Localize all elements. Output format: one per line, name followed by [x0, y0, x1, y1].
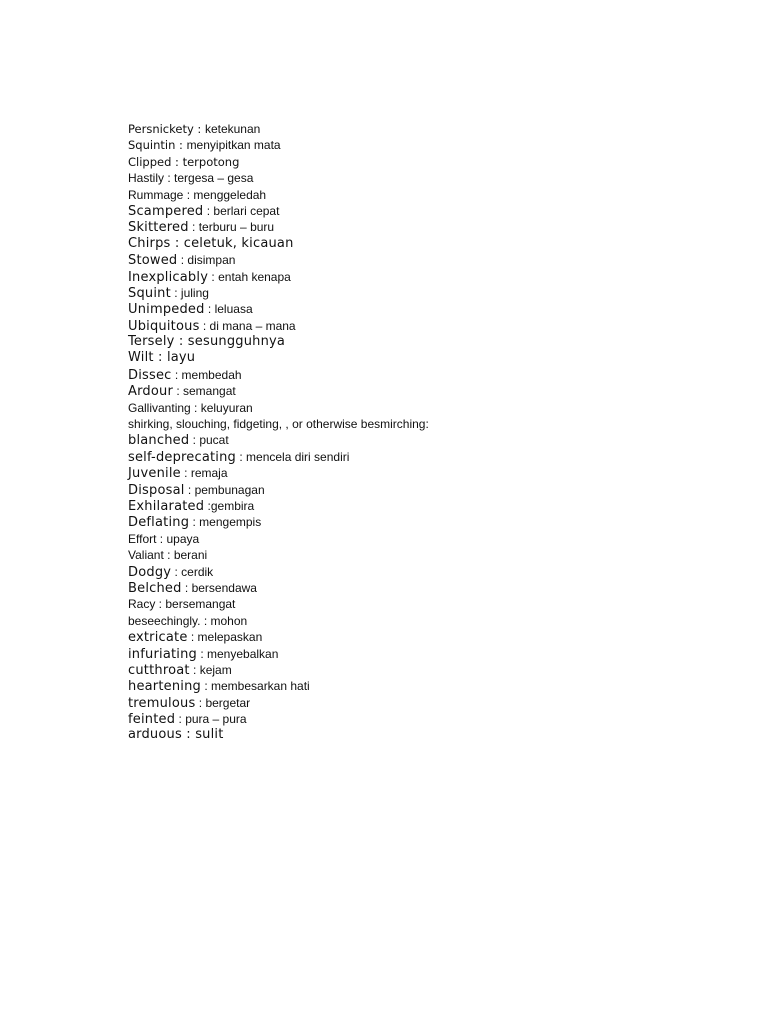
vocab-entry — [128, 711, 429, 727]
vocab-entry — [128, 531, 429, 547]
vocab-term: Hastily : — [128, 171, 175, 186]
vocab-entry — [128, 678, 429, 694]
vocab-entry — [128, 301, 429, 317]
vocab-term: Squintin : — [128, 138, 187, 153]
vocabulary-list — [128, 121, 429, 744]
vocab-meaning: : pura – pura — [175, 712, 247, 727]
vocab-term: Clipped : — [128, 154, 183, 169]
vocab-term: Deflating — [128, 515, 190, 531]
vocab-entry — [128, 465, 429, 481]
vocab-entry — [128, 695, 429, 711]
vocab-entry — [128, 350, 429, 366]
vocab-meaning: : membedah — [171, 367, 242, 382]
vocab-entry — [128, 170, 429, 186]
vocab-entry — [128, 662, 429, 678]
vocab-meaning: layu — [166, 350, 196, 366]
vocab-meaning: : leluasa — [204, 302, 253, 317]
vocab-term: Stowed — [128, 253, 178, 269]
vocab-entry — [128, 269, 429, 285]
vocab-meaning: : kejam — [189, 662, 232, 677]
vocab-meaning: : terburu – buru — [188, 220, 275, 235]
vocab-term: beseechingly. : — [128, 613, 211, 628]
vocab-entry — [128, 252, 429, 268]
vocab-meaning: mohon — [210, 613, 248, 628]
vocab-term: Dodgy — [128, 564, 172, 580]
vocab-meaning: : di mana – mana — [199, 318, 296, 333]
vocab-entry — [128, 203, 429, 219]
vocab-meaning: : bersendawa — [181, 580, 257, 595]
vocab-term: Wilt : — [128, 350, 167, 366]
vocab-meaning: : mencela diri sendiri — [236, 449, 350, 464]
vocab-meaning: sulit — [195, 727, 224, 743]
vocab-meaning: : melepaskan — [187, 630, 263, 645]
vocab-entry — [128, 629, 429, 645]
vocab-term: Squint — [128, 285, 171, 301]
vocab-meaning: : berlari cepat — [203, 203, 280, 218]
vocab-entry — [128, 383, 429, 399]
vocab-meaning: terpotong — [182, 154, 240, 169]
vocab-entry — [128, 400, 429, 416]
vocab-entry — [128, 564, 429, 580]
vocab-term: Gallivanting : — [128, 400, 201, 415]
vocab-meaning: : semangat — [173, 384, 236, 399]
vocab-meaning: : pembunagan — [184, 482, 265, 497]
vocab-term: Exhilarated — [128, 498, 205, 514]
vocab-entry — [128, 121, 429, 137]
vocab-entry — [128, 416, 429, 432]
vocab-term: Ardour — [128, 384, 173, 400]
vocab-meaning: menyipitkan mata — [186, 138, 281, 153]
vocab-term: extricate — [128, 630, 188, 646]
vocab-term: Disposal — [128, 482, 185, 498]
vocab-meaning: keluyuran — [200, 400, 253, 415]
vocab-entry — [128, 334, 429, 350]
vocab-entry — [128, 236, 429, 252]
vocab-meaning: :gembira — [204, 498, 255, 513]
vocab-meaning: : bergetar — [195, 695, 251, 710]
vocab-term: tremulous — [128, 695, 196, 711]
vocab-term: Inexplicably — [128, 269, 209, 285]
vocab-term: blanched — [128, 433, 190, 449]
vocab-meaning: : juling — [170, 285, 209, 300]
vocab-term: shirking, slouching, fidgeting, , or otherwise besmirching: — [128, 417, 429, 432]
vocab-meaning: celetuk, kicauan — [183, 235, 294, 251]
vocab-entry — [128, 285, 429, 301]
vocab-meaning: : cerdik — [171, 564, 214, 579]
vocab-term: heartening — [128, 679, 201, 695]
vocab-term: self-deprecating — [128, 449, 237, 465]
vocab-meaning: : pucat — [189, 433, 229, 448]
vocab-entry — [128, 219, 429, 235]
vocab-term: Valiant : — [128, 548, 174, 563]
vocab-term: arduous : — [128, 727, 196, 743]
vocab-term: Dissec — [128, 367, 172, 383]
vocab-entry — [128, 580, 429, 596]
vocab-term: Skittered — [128, 220, 189, 236]
vocab-meaning: bersemangat — [165, 597, 236, 612]
vocab-entry — [128, 514, 429, 530]
vocab-meaning: upaya — [166, 531, 200, 546]
vocab-term: feinted — [128, 712, 176, 728]
vocab-meaning: menggeledah — [193, 187, 267, 202]
vocab-term: Tersely : — [128, 334, 188, 350]
vocab-entry — [128, 646, 429, 662]
vocab-meaning: : menyebalkan — [197, 646, 279, 661]
vocab-entry — [128, 613, 429, 629]
vocab-meaning: : entah kenapa — [208, 269, 291, 284]
vocab-entry — [128, 187, 429, 203]
vocab-meaning: : membesarkan hati — [201, 679, 310, 694]
vocab-meaning: tergesa – gesa — [174, 171, 254, 186]
vocab-entry — [128, 498, 429, 514]
vocab-term: Ubiquitous — [128, 318, 200, 334]
vocab-term: Persnickety : — [128, 122, 205, 136]
vocab-term: Juvenile — [128, 466, 181, 482]
vocab-term: infuriating — [128, 646, 197, 662]
vocab-meaning: berani — [173, 548, 208, 563]
vocab-term: Rummage : — [128, 187, 194, 202]
vocab-entry — [128, 137, 429, 153]
vocab-entry — [128, 432, 429, 448]
vocab-term: Belched — [128, 580, 182, 596]
vocab-meaning: : disimpan — [177, 253, 236, 268]
vocab-term: Unimpeded — [128, 302, 205, 318]
vocab-meaning: ketekunan — [204, 122, 261, 136]
vocab-term: Chirps : — [128, 235, 184, 251]
vocab-entry — [128, 367, 429, 383]
vocab-entry — [128, 727, 429, 743]
vocab-entry — [128, 449, 429, 465]
vocab-entry — [128, 154, 429, 170]
vocab-term: cutthroat — [128, 662, 190, 678]
vocab-entry — [128, 482, 429, 498]
vocab-entry — [128, 547, 429, 563]
vocab-term: Racy : — [128, 597, 166, 612]
vocab-entry — [128, 596, 429, 612]
vocab-entry — [128, 318, 429, 334]
vocab-term: Scampered — [128, 203, 204, 219]
vocab-meaning: sesungguhnya — [187, 334, 286, 350]
vocab-meaning: : remaja — [180, 466, 228, 481]
vocab-meaning: : mengempis — [189, 515, 262, 530]
vocab-term: Effort : — [128, 531, 167, 546]
